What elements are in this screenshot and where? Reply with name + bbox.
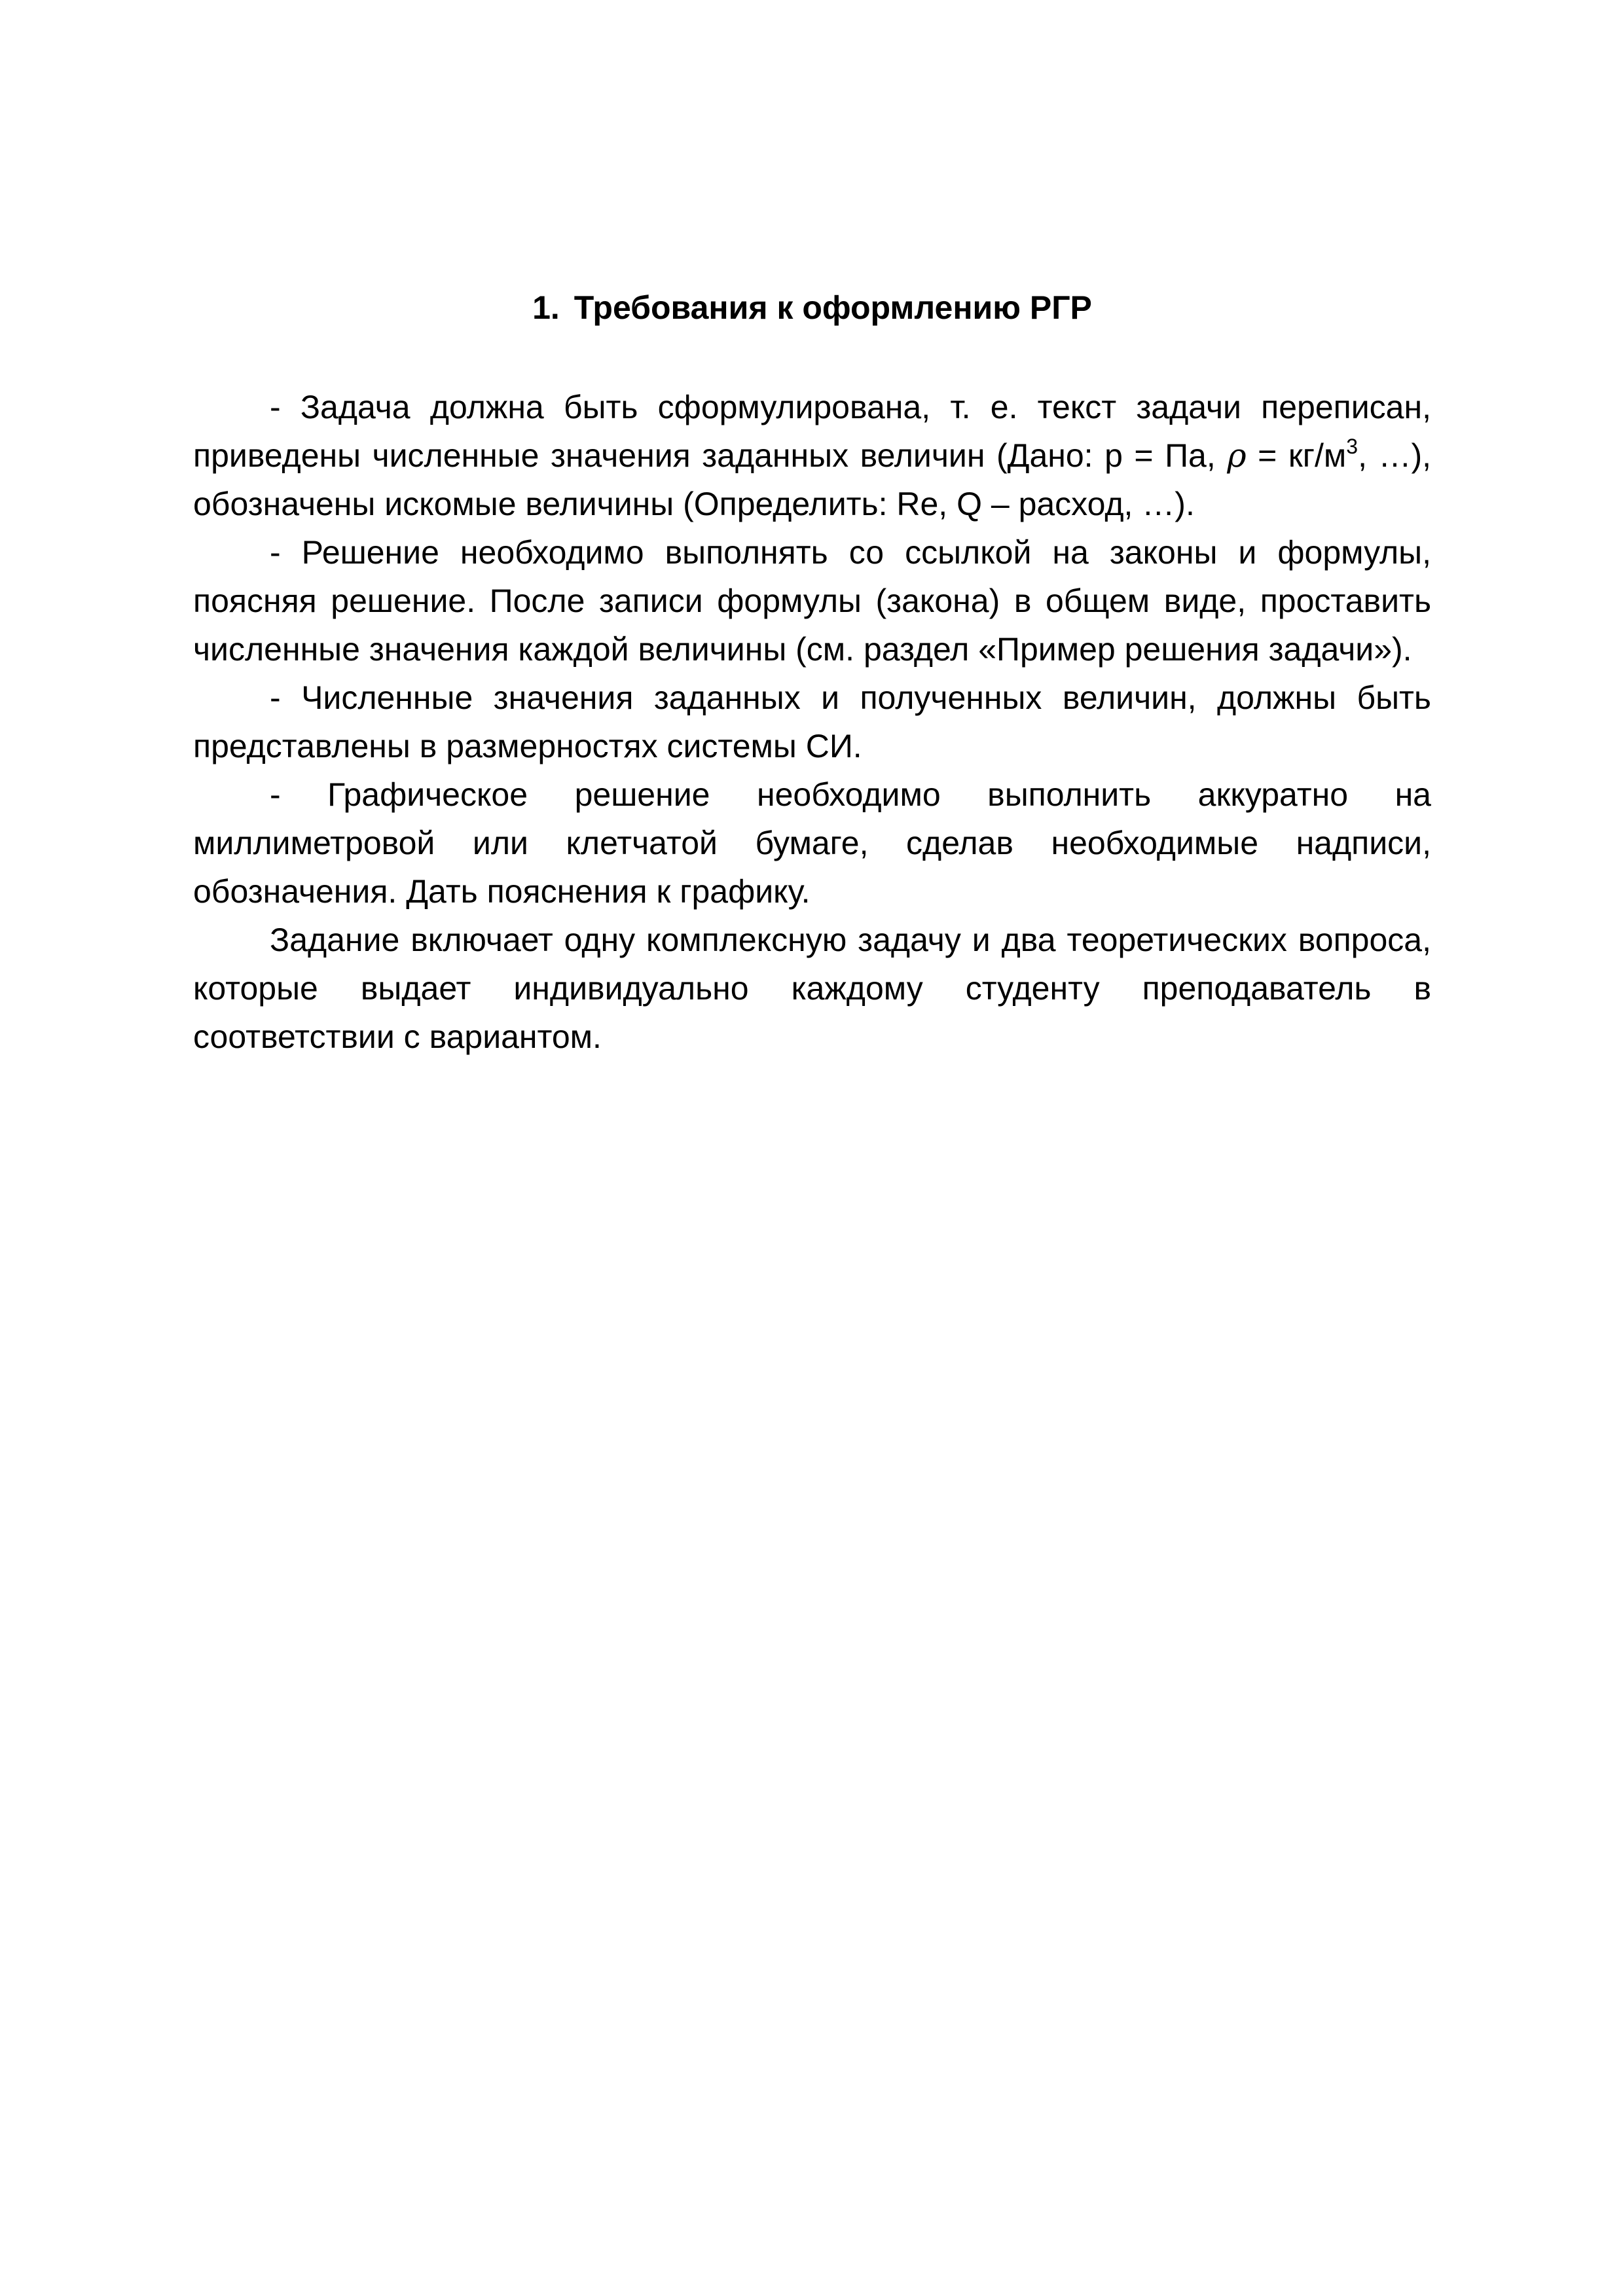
- section-number: 1.: [532, 289, 560, 326]
- section-title: Требования к оформлению РГР: [574, 289, 1092, 326]
- body-text: [193, 383, 1431, 1061]
- paragraph-assignment: Задание включает одну комплексную задачу и два теоретических вопроса, которые выдает индивидуально каждому студенту преподаватель в соответствии с вариантом.: [193, 922, 1431, 1055]
- rho-symbol: ρ: [1227, 437, 1247, 475]
- section-heading: [193, 288, 1431, 327]
- superscript-3: 3: [1346, 435, 1359, 458]
- paragraph-task-statement-text-b: = кг/м: [1258, 437, 1347, 474]
- paragraph-solution: - Решение необходимо выполнять со ссылкой на законы и формулы, поясняя решение. После записи формулы (закона) в общем виде, проставить численные значения каждой величины (см. раздел «Пример решения задачи»).: [193, 534, 1431, 668]
- paragraph-task-statement-text-c: , …), обозначены искомые величины (Определить: Re, Q – расход, …).: [193, 437, 1431, 522]
- paragraph-task-statement: [193, 383, 1431, 528]
- paragraph-graphics: - Графическое решение необходимо выполнить аккуратно на миллиметровой или клетчатой бумаге, сделав необходимые надписи, обозначения. Дать пояснения к графику.: [193, 776, 1431, 910]
- paragraph-task-statement-text-a: - Задача должна быть сформулирована, т. е. текст задачи переписан, приведены численные значения заданных величин (Дано: p = Па,: [193, 389, 1431, 474]
- paragraph-units: - Численные значения заданных и полученных величин, должны быть представлены в размерностях системы СИ.: [193, 679, 1431, 764]
